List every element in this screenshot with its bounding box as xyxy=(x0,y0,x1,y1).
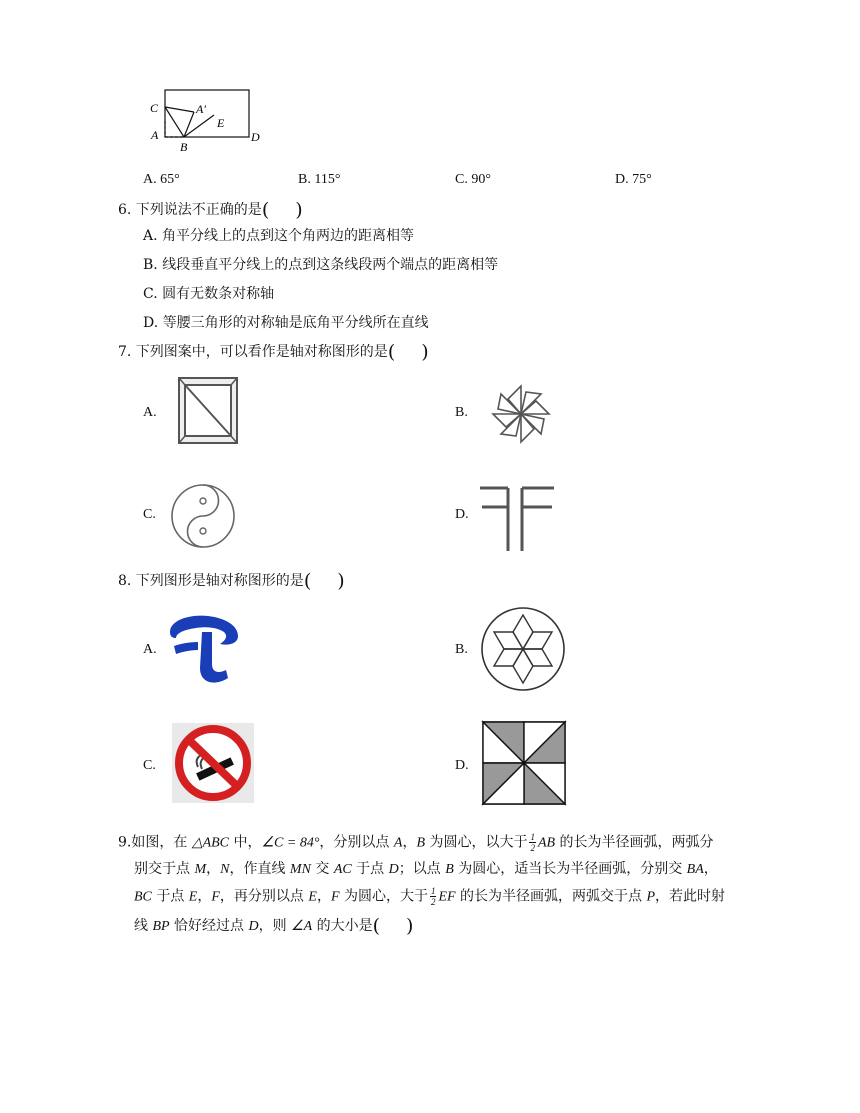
q7-label-a[interactable]: A. xyxy=(143,405,157,420)
q9-math: F xyxy=(330,889,340,905)
q9-text: 于点 xyxy=(156,888,185,905)
q5-option-d[interactable]: D. 75° xyxy=(615,172,652,187)
q9-math: BP xyxy=(152,919,170,934)
q9-math: N xyxy=(220,862,230,877)
q5-option-a[interactable]: A. 65° xyxy=(143,172,180,187)
q5-option-c[interactable]: C. 90° xyxy=(455,172,491,187)
q9-math: D xyxy=(388,862,399,877)
q9-text: ，分别以点 xyxy=(319,834,390,851)
q9-math: BC xyxy=(134,889,152,905)
q9-fraction-half xyxy=(529,832,536,853)
q9-text: 的长为半径画弧，两弧交于点 xyxy=(460,888,643,905)
q6-stem: 6. 下列说法不正确的是( ) xyxy=(118,199,303,221)
q7-figure-d-mirrored-glyphs xyxy=(478,483,558,553)
q9-text: 的大小是 xyxy=(316,918,373,934)
q9-math: E xyxy=(308,889,317,905)
q9-math: AC xyxy=(333,862,352,877)
q5-label-c: C xyxy=(150,101,159,115)
q9-math: P xyxy=(646,889,656,905)
q9-math: E xyxy=(188,889,198,905)
q9-math: AB xyxy=(537,835,556,851)
q6-option-d[interactable]: D. 等腰三角形的对称轴是底角平分线所在直线 xyxy=(143,315,429,331)
q9-text: 如图，在 xyxy=(131,834,188,851)
q6-option-c[interactable]: C. 圆有无数条对称轴 xyxy=(143,286,275,302)
q5-label-d: D xyxy=(251,130,260,144)
q9-math: B xyxy=(445,862,454,877)
q9-fraction-numerator: 1 xyxy=(430,886,436,896)
q9-line-4: 线 BP 恰好经过点 D，则 ∠A 的大小是( ) xyxy=(134,915,414,937)
q9-text: ，则 xyxy=(258,918,287,934)
q8-stem-text: 8. 下列图形是轴对称图形的是 xyxy=(118,573,304,589)
q5-label-b: B xyxy=(180,140,188,154)
q7-label-b[interactable]: B. xyxy=(455,405,468,420)
q9-text: ，再分别以点 xyxy=(219,888,304,905)
q9-math: ∠C = 84° xyxy=(261,835,320,851)
q9-text: ， xyxy=(316,888,331,905)
q9-text: ， xyxy=(703,861,718,877)
q9-text: 中， xyxy=(233,834,262,851)
q9-fraction-denominator: 2 xyxy=(530,843,535,853)
q8-figure-a-telecom-logo xyxy=(164,612,244,686)
q7-figure-c-yin-yang xyxy=(170,483,236,549)
q7-figure-b-pinwheel xyxy=(486,384,556,444)
q9-text: 交 xyxy=(315,861,330,877)
q9-fraction-numerator: 1 xyxy=(530,832,535,842)
q9-math: F xyxy=(211,889,220,905)
q9-line-1 xyxy=(118,832,714,854)
q9-math: △ABC xyxy=(191,835,230,851)
q9-number: 9. xyxy=(118,834,132,851)
q9-math: BA xyxy=(686,862,704,877)
q9-text: 的长为半径画弧，两弧分 xyxy=(559,834,714,851)
q9-math: EF xyxy=(438,889,456,905)
q9-math: MN xyxy=(289,862,311,877)
q9-fraction-half xyxy=(430,886,437,907)
q7-figure-a-framed-square xyxy=(178,377,238,444)
q8-figure-d-pinwheel xyxy=(482,721,566,805)
q9-text: 为圆心，以大于 xyxy=(429,834,528,851)
q5-label-a-prime: A′ xyxy=(196,102,206,116)
q7-stem-text: 7. 下列图案中，可以看作是轴对称图形的是 xyxy=(118,344,388,360)
q9-line-2 xyxy=(134,859,718,880)
q7-label-c[interactable]: C. xyxy=(143,507,156,522)
q9-math: ∠A xyxy=(291,919,313,934)
q9-line-3 xyxy=(134,886,725,908)
q9-text: ，若此时射 xyxy=(655,888,726,905)
q9-fraction-denominator: 2 xyxy=(430,897,436,907)
q5-label-a: A xyxy=(151,128,159,142)
q9-math: B xyxy=(416,835,425,851)
q9-text: ， xyxy=(197,888,212,905)
q8-figure-c-no-smoking-sign xyxy=(172,723,254,803)
q6-option-b[interactable]: B. 线段垂直平分线上的点到这条线段两个端点的距离相等 xyxy=(143,257,499,273)
q9-text: 为圆心，大于 xyxy=(343,888,428,905)
q9-text: 为圆心，适当长为半径画弧，分别交 xyxy=(458,861,683,877)
q9-math: D xyxy=(248,919,259,934)
q9-text: 恰好经过点 xyxy=(174,918,245,934)
q9-math: M xyxy=(194,862,207,877)
q9-text: ，作直线 xyxy=(229,861,286,877)
q9-text: 于点 xyxy=(356,861,385,877)
q9-math: A xyxy=(393,835,403,851)
q8-label-d[interactable]: D. xyxy=(455,758,469,773)
q9-text: ， xyxy=(402,834,417,851)
q8-figure-b-star-circle xyxy=(480,606,566,692)
q8-label-c[interactable]: C. xyxy=(143,758,156,773)
q8-label-b[interactable]: B. xyxy=(455,642,468,657)
q9-text: ；以点 xyxy=(398,861,441,877)
q6-option-a[interactable]: A. 角平分线上的点到这个角两边的距离相等 xyxy=(143,228,415,244)
q9-text: 别交于点 xyxy=(134,861,190,877)
q5-option-b[interactable]: B. 115° xyxy=(298,172,341,187)
q6-stem-text: 6. 下列说法不正确的是 xyxy=(118,202,262,218)
q8-label-a[interactable]: A. xyxy=(143,642,157,657)
q9-text: 线 xyxy=(134,918,148,934)
q5-geometry-figure xyxy=(140,85,270,155)
q5-label-e: E xyxy=(217,116,225,130)
q9-text: ， xyxy=(206,861,221,877)
q8-stem: 8. 下列图形是轴对称图形的是( ) xyxy=(118,570,345,592)
q7-stem: 7. 下列图案中，可以看作是轴对称图形的是( ) xyxy=(118,341,429,363)
q7-label-d[interactable]: D. xyxy=(455,507,469,522)
